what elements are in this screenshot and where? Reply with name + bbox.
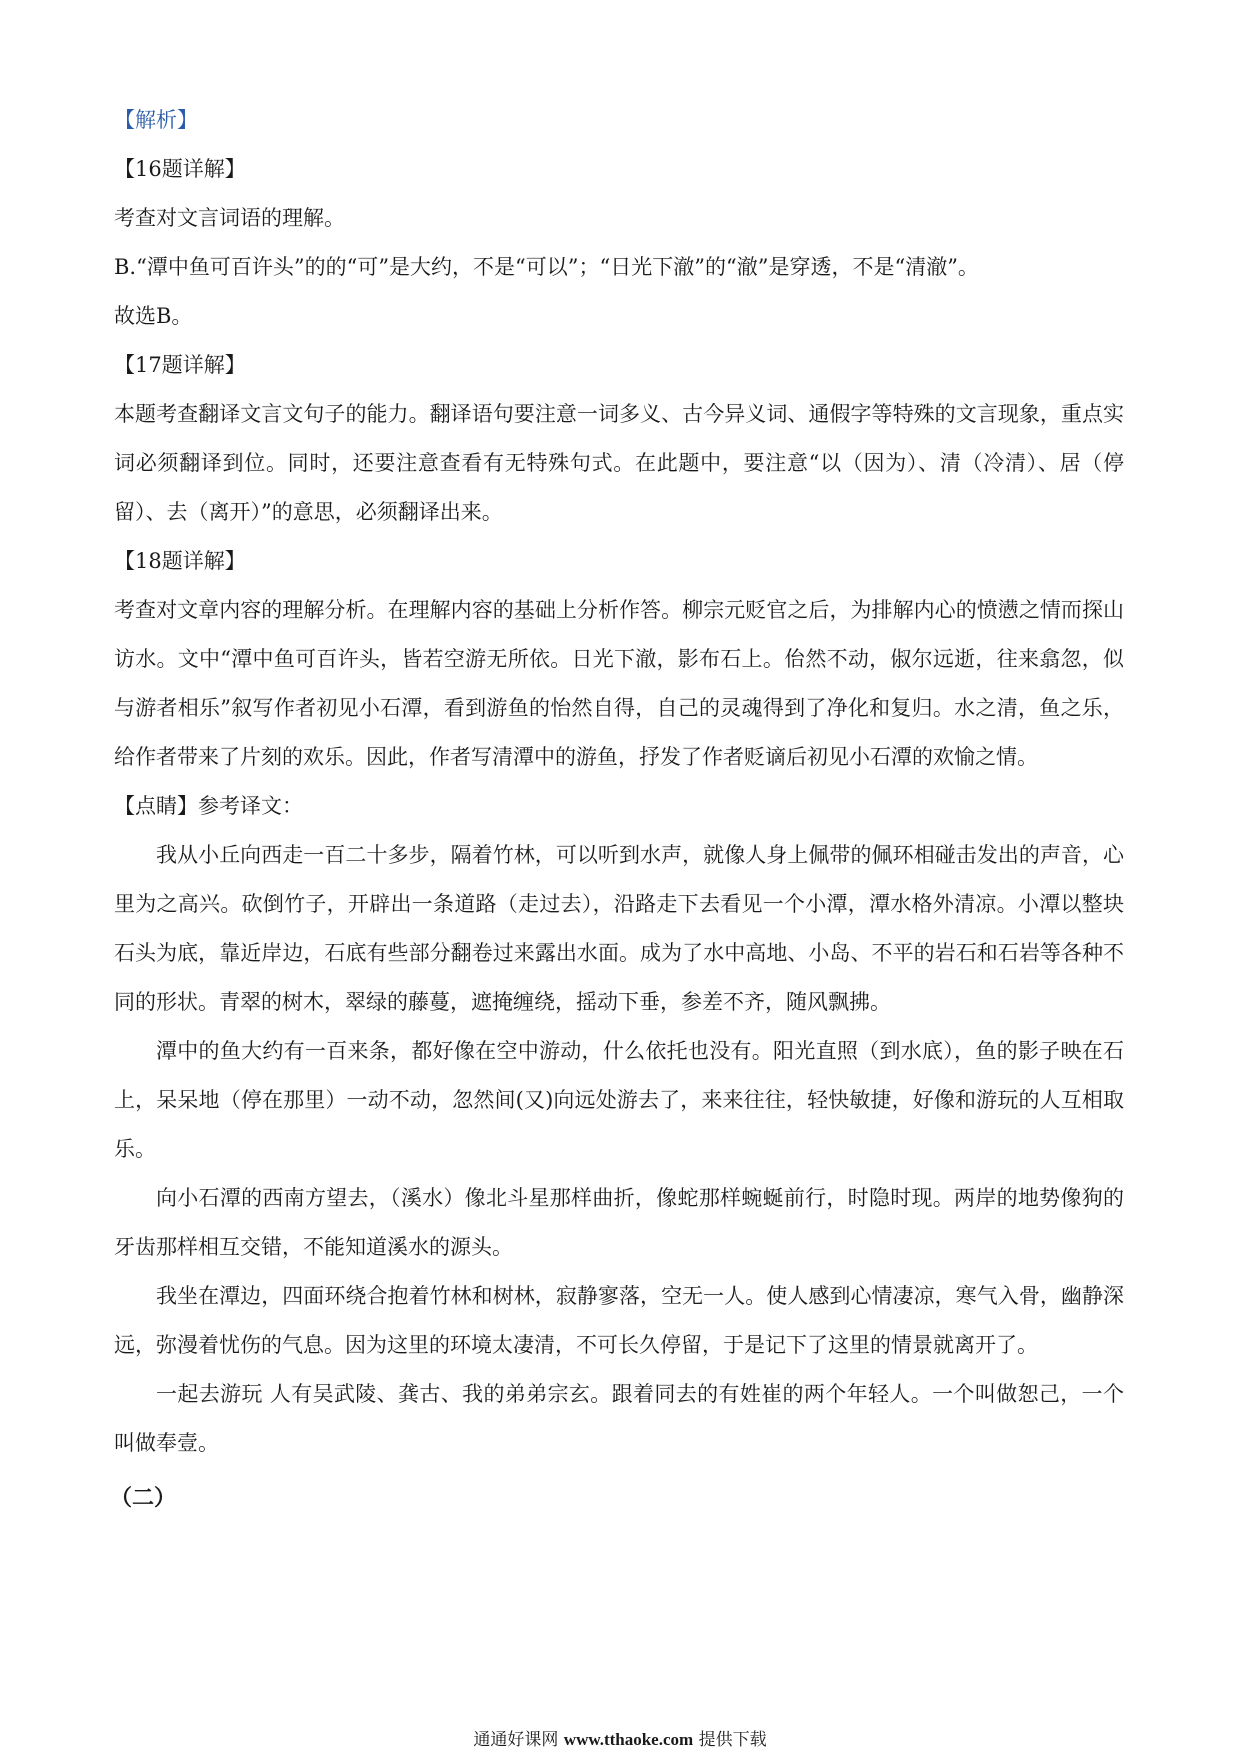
q17-heading: 【17题详解】 [114, 353, 246, 377]
footer-download-text: 提供下载 [698, 1730, 767, 1750]
translation-paragraph-1: 我从小丘向西走一百二十多步，隔着竹林，可以听到水声，就像人身上佩带的佩环相碰击发出的声音，心里为之高兴。砍倒竹子，开辟出一条道路（走过去），沿路走下去看见一个小潭，潭水格外清凉。小潭以整块石头为底，靠近岸边，石底有些部分翻卷过来露出水面。成为了水中高地、小岛、不平的岩石和石岩等各种不同的形状。青翠的树木，翠绿的藤蔓，遮掩缠绕，摇动下垂，参差不齐，随风飘拂。 [114, 843, 1124, 1014]
q18-heading: 【18题详解】 [114, 549, 246, 573]
dianjing-label: 【点睛】参考译文： [114, 794, 303, 818]
translation-paragraph-4: 我坐在潭边，四面环绕合抱着竹林和树林，寂静寥落，空无一人。使人感到心情凄凉，寒气入骨，幽静深远，弥漫着忧伤的气息。因为这里的环境太凄清，不可长久停留，于是记下了这里的情景就离开了。 [114, 1284, 1124, 1357]
page-footer [0, 1730, 1240, 1750]
document-body [110, 96, 1124, 1523]
q16-line-2: B.“潭中鱼可百许头”的的“可”是大约，不是“可以”；“日光下澈”的“澈”是穿透，不是“清澈”。 [114, 255, 979, 279]
q16-heading: 【16题详解】 [114, 157, 246, 181]
translation-paragraph-5: 一起去游玩 人有吴武陵、龚古、我的弟弟宗玄。跟着同去的有姓崔的两个年轻人。一个叫做恕己，一个叫做奉壹。 [114, 1382, 1124, 1455]
footer-site-name: 通通好课网 [473, 1730, 559, 1750]
translation-paragraph-2: 潭中的鱼大约有一百来条，都好像在空中游动，什么依托也没有。阳光直照（到水底），鱼的影子映在石上，呆呆地（停在那里）一动不动，忽然间(又)向远处游去了，来来往往，轻快敏捷，好像和游玩的人互相取乐。 [114, 1039, 1124, 1161]
q16-answer: 故选B。 [114, 304, 193, 328]
q17-text: 本题考查翻译文言文句子的能力。翻译语句要注意一词多义、古今异义词、通假字等特殊的文言现象，重点实词必须翻译到位。同时，还要注意查看有无特殊句式。在此题中，要注意“以（因为）、清（冷清）、居（停留）、去（离开）”的意思，必须翻译出来。 [114, 402, 1124, 524]
section-two-heading: （二） [110, 1485, 177, 1511]
q16-line-1: 考查对文言词语的理解。 [114, 206, 345, 230]
translation-paragraph-3: 向小石潭的西南方望去，（溪水）像北斗星那样曲折，像蛇那样蜿蜒前行，时隐时现。两岸的地势像狗的牙齿那样相互交错，不能知道溪水的源头。 [114, 1186, 1124, 1259]
q18-text: 考查对文章内容的理解分析。在理解内容的基础上分析作答。柳宗元贬官之后，为排解内心的愤懑之情而探山访水。文中“潭中鱼可百许头，皆若空游无所依。日光下澈，影布石上。佁然不动，俶尔远逝，往来翕忽，似与游者相乐”叙写作者初见小石潭，看到游鱼的怡然自得，自己的灵魂得到了净化和复归。水之清，鱼之乐，给作者带来了片刻的欢乐。因此，作者写清潭中的游鱼，抒发了作者贬谪后初见小石潭的欢愉之情。 [114, 598, 1124, 769]
footer-site-url[interactable]: www.tthaoke.com [563, 1730, 694, 1749]
analysis-label: 【解析】 [114, 108, 198, 132]
